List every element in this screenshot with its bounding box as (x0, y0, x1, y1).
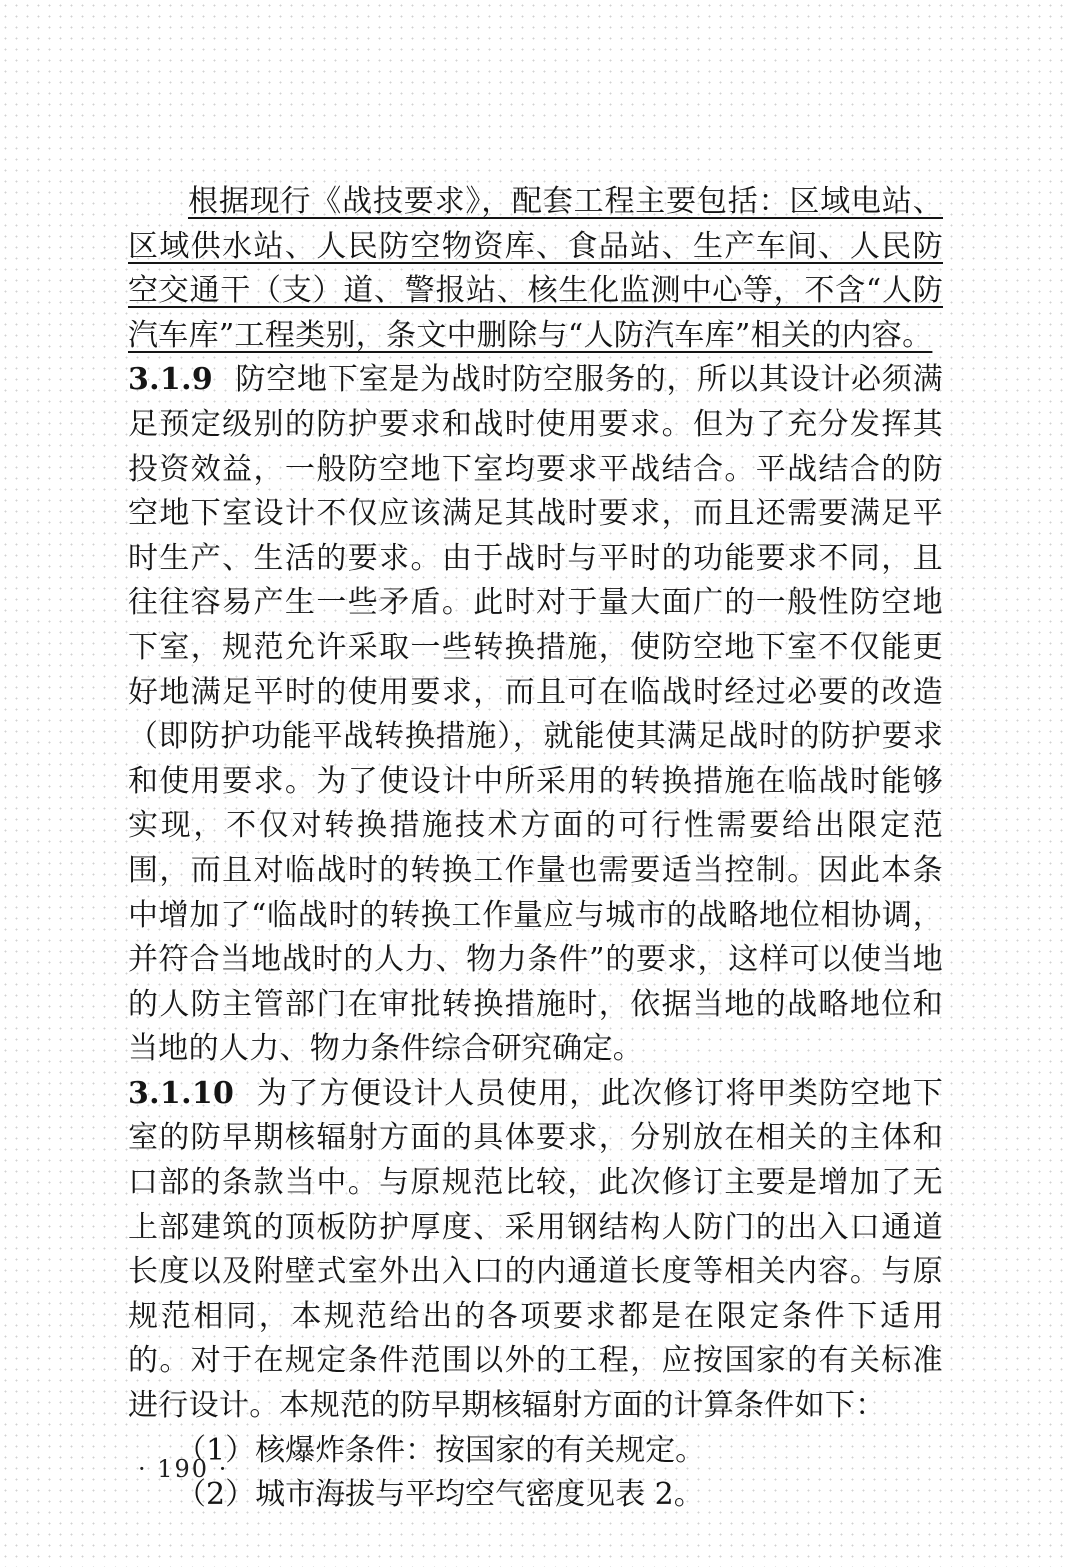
underlined-text: 根据现行《战技要求》，配套工程主要包括：区域电站、区域供水站、人民防空物资库、食品站、生产车间、人民防空交通干（支）道、警报站、核生化监测中心等，不含“人防汽车库”工程类别，条文中删除与“人防汽车库”相关的内容。 (128, 184, 943, 353)
clause-text: 为了方便设计人员使用，此次修订将甲类防空地下室的防早期核辐射方面的具体要求，分别放在相关的主体和口部的条款当中。与原规范比较，此次修订主要是增加了无上部建筑的顶板防护厚度、采用钢结构人防门的出入口通道长度以及附壁式室外出入口的内通道长度等相关内容。与原规范相同，本规范给出的各项要求都是在限定条件下适用的。对于在规定条件范围以外的工程，应按国家的有关标准进行设计。本规范的防早期核辐射方面的计算条件如下： (128, 1075, 943, 1424)
list-item: （1）核爆炸条件：按国家的有关规定。 (176, 1432, 706, 1468)
list-item: （2）城市海拔与平均空气密度见表 2。 (176, 1477, 704, 1513)
clause-number: 3.1.10 (128, 1075, 235, 1111)
page-number: · 190 · (138, 1455, 229, 1483)
clause-3-1-10 (128, 1072, 943, 1429)
page-content (128, 180, 943, 1518)
intro-paragraph (128, 180, 943, 358)
clause-3-1-9 (128, 358, 943, 1072)
clause-number: 3.1.9 (128, 362, 214, 398)
clause-text: 防空地下室是为战时防空服务的，所以其设计必须满足预定级别的防护要求和战时使用要求。但为了充分发挥其投资效益，一般防空地下室均要求平战结合。平战结合的防空地下室设计不仅应该满足其战时要求，而且还需要满足平时生产、生活的要求。由于战时与平时的功能要求不同，且往往容易产生一些矛盾。此时对于量大面广的一般性防空地下室，规范允许采取一些转换措施，使防空地下室不仅能更好地满足平时的使用要求，而且可在临战时经过必要的改造（即防护功能平战转换措施），就能使其满足战时的防护要求和使用要求。为了使设计中所采用的转换措施在临战时能够实现，不仅对转换措施技术方面的可行性需要给出限定范围，而且对临战时的转换工作量也需要适当控制。因此本条中增加了“临战时的转换工作量应与城市的战略地位相协调，并符合当地战时的人力、物力条件”的要求，这样可以使当地的人防主管部门在审批转换措施时，依据当地的战略地位和当地的人力、物力条件综合研究确定。 (128, 362, 943, 1067)
